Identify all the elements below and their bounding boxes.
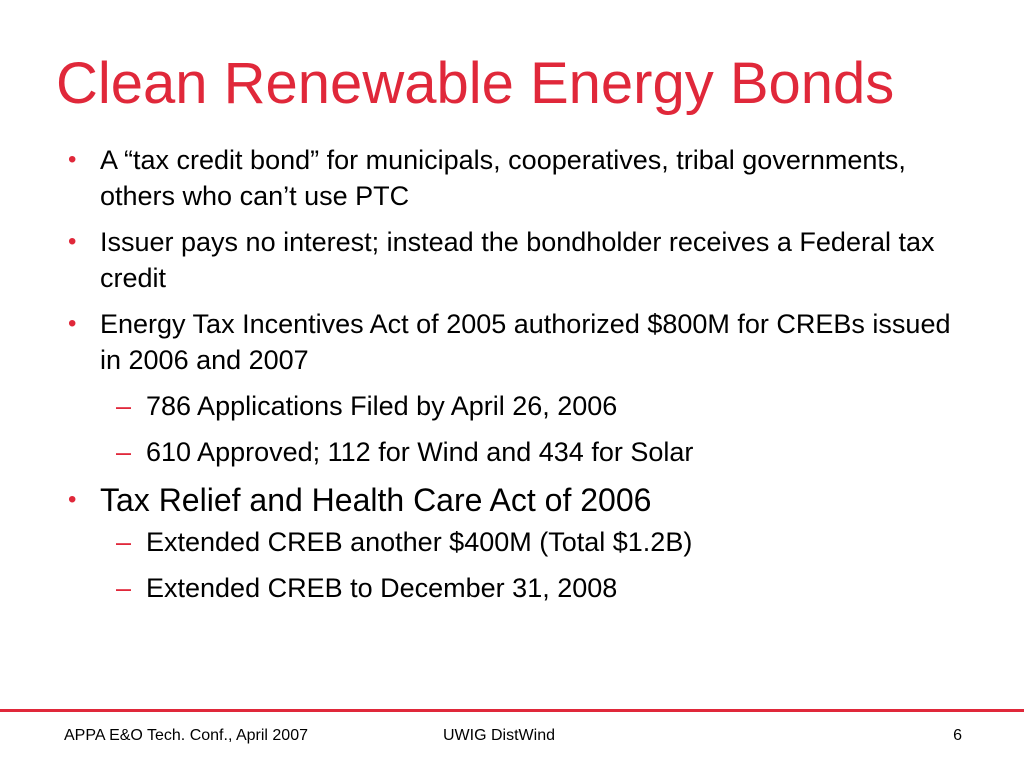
sub-bullet-item (0, 524, 966, 560)
bullet-item (0, 480, 960, 520)
page-number: 6 (953, 727, 962, 744)
bullet-marker: • (68, 310, 77, 337)
sub-bullet-text: Extended CREB another $400M (Total $1.2B) (146, 527, 693, 557)
bullet-list (0, 142, 1024, 616)
sub-bullet-item (0, 388, 966, 424)
sub-bullet-marker: – (116, 391, 132, 421)
bullet-item (0, 306, 960, 378)
bullet-text: A “tax credit bond” for municipals, cooperatives, tribal governments, others who can’t use PTC (100, 145, 906, 211)
bullet-item (0, 142, 960, 214)
bullet-marker: • (68, 146, 77, 173)
footer-divider (0, 709, 1024, 712)
bullet-text: Tax Relief and Health Care Act of 2006 (100, 482, 652, 518)
sub-bullet-text: 610 Approved; 112 for Wind and 434 for Solar (146, 437, 694, 467)
bullet-item (0, 224, 960, 296)
bullet-text: Issuer pays no interest; instead the bondholder receives a Federal tax credit (100, 227, 935, 293)
bullet-marker: • (68, 486, 77, 513)
sub-bullet-text: Extended CREB to December 31, 2008 (146, 573, 618, 603)
sub-bullet-marker: – (116, 573, 132, 603)
sub-bullet-item (0, 570, 966, 606)
footer-conference: APPA E&O Tech. Conf., April 2007 (64, 727, 308, 744)
bullet-marker: • (68, 228, 77, 255)
footer-center-label: UWIG DistWind (443, 727, 555, 744)
sub-bullet-text: 786 Applications Filed by April 26, 2006 (146, 391, 618, 421)
sub-bullet-marker: – (116, 527, 132, 557)
slide-title: Clean Renewable Energy Bonds (56, 51, 895, 116)
sub-bullet-item (0, 434, 966, 470)
bullet-text: Energy Tax Incentives Act of 2005 authorized $800M for CREBs issued in 2006 and 2007 (100, 309, 951, 375)
sub-bullet-marker: – (116, 437, 132, 467)
